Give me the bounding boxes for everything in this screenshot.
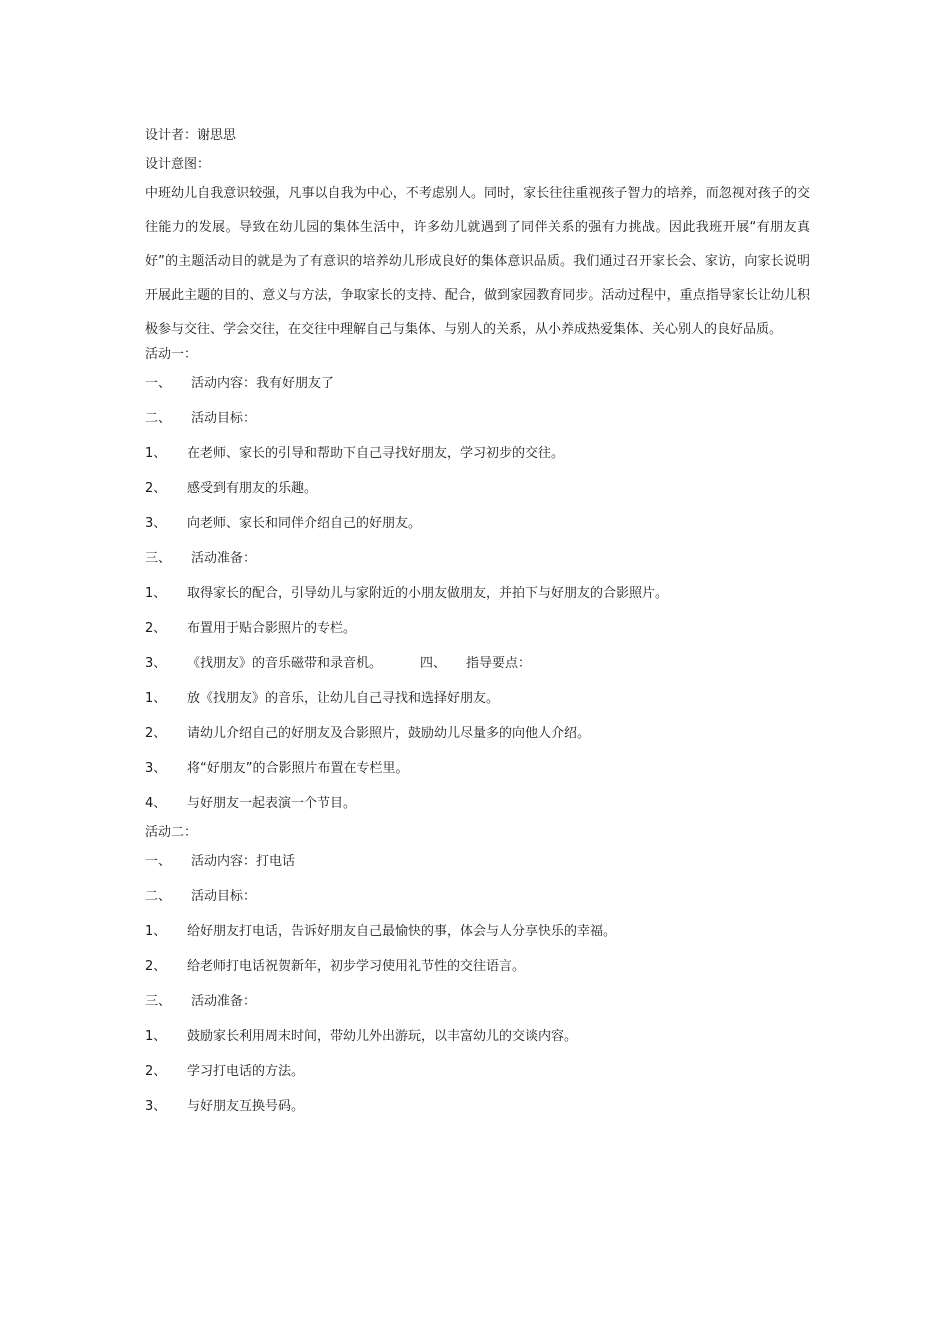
list-item (145, 479, 810, 499)
intent-paragraph: 中班幼儿自我意识较强，凡事以自我为中心，不考虑别人。同时，家长往往重视孩子智力的培养，而忽视对孩子的交往能力的发展。导致在幼儿园的集体生活中，许多幼儿就遇到了同伴关系的强有力挑战。因此我班开展“有朋友真好”的主题活动目的就是为了有意识的培养幼儿形成良好的集体意识品质。我们通过召开家长会、家访，向家长说明开展此主题的目的、意义与方法，争取家长的支持、配合，做到家园教育同步。活动过程中，重点指导家长让幼儿积极参与交往、学会交往，在交往中理解自己与集体、与别人的关系，从小养成热爱集体、关心别人的良好品质。 (145, 186, 810, 337)
designer-line: 设计者：谢思思 (145, 128, 237, 143)
item-number: 1、 (145, 691, 167, 706)
list-item (145, 444, 810, 464)
item-text: 与好朋友一起表演一个节目。 (187, 796, 357, 811)
item-number: 1、 (145, 586, 167, 601)
section-number: 二、 (145, 889, 172, 904)
section-number: 一、 (145, 376, 172, 391)
list-item (145, 654, 810, 674)
item-number: 2、 (145, 621, 167, 636)
intent-label: 设计意图： (145, 157, 211, 172)
list-item (145, 957, 810, 977)
list-item (145, 724, 810, 744)
item-number: 3、 (145, 1099, 167, 1114)
item-number: 4、 (145, 796, 167, 811)
item-text: 给老师打电话祝贺新年，初步学习使用礼节性的交往语言。 (187, 959, 526, 974)
section-number: 四、 (420, 656, 447, 671)
section-number: 二、 (145, 411, 172, 426)
activity1-section-prep (145, 549, 810, 569)
list-item (145, 1062, 810, 1082)
list-item (145, 619, 810, 639)
item-number: 3、 (145, 656, 167, 671)
item-text: 放《找朋友》的音乐，让幼儿自己寻找和选择好朋友。 (187, 691, 500, 706)
document-body (145, 126, 810, 1132)
item-text: 给好朋友打电话，告诉好朋友自己最愉快的事，体会与人分享快乐的幸福。 (187, 924, 617, 939)
item-number: 3、 (145, 761, 167, 776)
section-text: 活动内容：我有好朋友了 (191, 376, 335, 391)
list-item (145, 1097, 810, 1117)
section-text: 指导要点： (466, 656, 532, 671)
section-text: 活动准备： (191, 551, 257, 566)
item-number: 2、 (145, 726, 167, 741)
activity2-title: 活动二： (145, 825, 198, 840)
item-number: 1、 (145, 924, 167, 939)
section-number: 一、 (145, 854, 172, 869)
section-text: 活动目标： (191, 411, 257, 426)
item-number: 1、 (145, 446, 167, 461)
item-number: 2、 (145, 959, 167, 974)
section-number: 三、 (145, 994, 172, 1009)
list-item (145, 922, 810, 942)
list-item (145, 759, 810, 779)
activity2-section-goals (145, 887, 810, 907)
section-text: 活动内容：打电话 (191, 854, 296, 869)
item-text: 学习打电话的方法。 (187, 1064, 305, 1079)
activity1-section-goals (145, 409, 810, 429)
activity1-title: 活动一： (145, 347, 198, 362)
item-text: 将“好朋友”的合影照片布置在专栏里。 (187, 761, 409, 776)
item-text: 与好朋友互换号码。 (187, 1099, 305, 1114)
activity1-section-content (145, 374, 810, 394)
item-text: 鼓励家长利用周末时间，带幼儿外出游玩，以丰富幼儿的交谈内容。 (187, 1029, 578, 1044)
list-item (145, 514, 810, 534)
list-item (145, 584, 810, 604)
item-number: 1、 (145, 1029, 167, 1044)
section-text: 活动目标： (191, 889, 257, 904)
activity2-section-content (145, 852, 810, 872)
item-number: 3、 (145, 516, 167, 531)
activity2-section-prep (145, 992, 810, 1012)
item-text: 感受到有朋友的乐趣。 (187, 481, 318, 496)
item-text: 《找朋友》的音乐磁带和录音机。 (187, 656, 383, 671)
item-number: 2、 (145, 1064, 167, 1079)
list-item (145, 1027, 810, 1047)
item-text: 布置用于贴合影照片的专栏。 (187, 621, 357, 636)
list-item (145, 689, 810, 709)
section-text: 活动准备： (191, 994, 257, 1009)
item-text: 请幼儿介绍自己的好朋友及合影照片，鼓励幼儿尽量多的向他人介绍。 (187, 726, 591, 741)
item-number: 2、 (145, 481, 167, 496)
item-text: 向老师、家长和同伴介绍自己的好朋友。 (187, 516, 422, 531)
item-text: 取得家长的配合，引导幼儿与家附近的小朋友做朋友，并拍下与好朋友的合影照片。 (187, 586, 669, 601)
list-item (145, 794, 810, 814)
section-number: 三、 (145, 551, 172, 566)
item-text: 在老师、家长的引导和帮助下自己寻找好朋友，学习初步的交往。 (187, 446, 565, 461)
